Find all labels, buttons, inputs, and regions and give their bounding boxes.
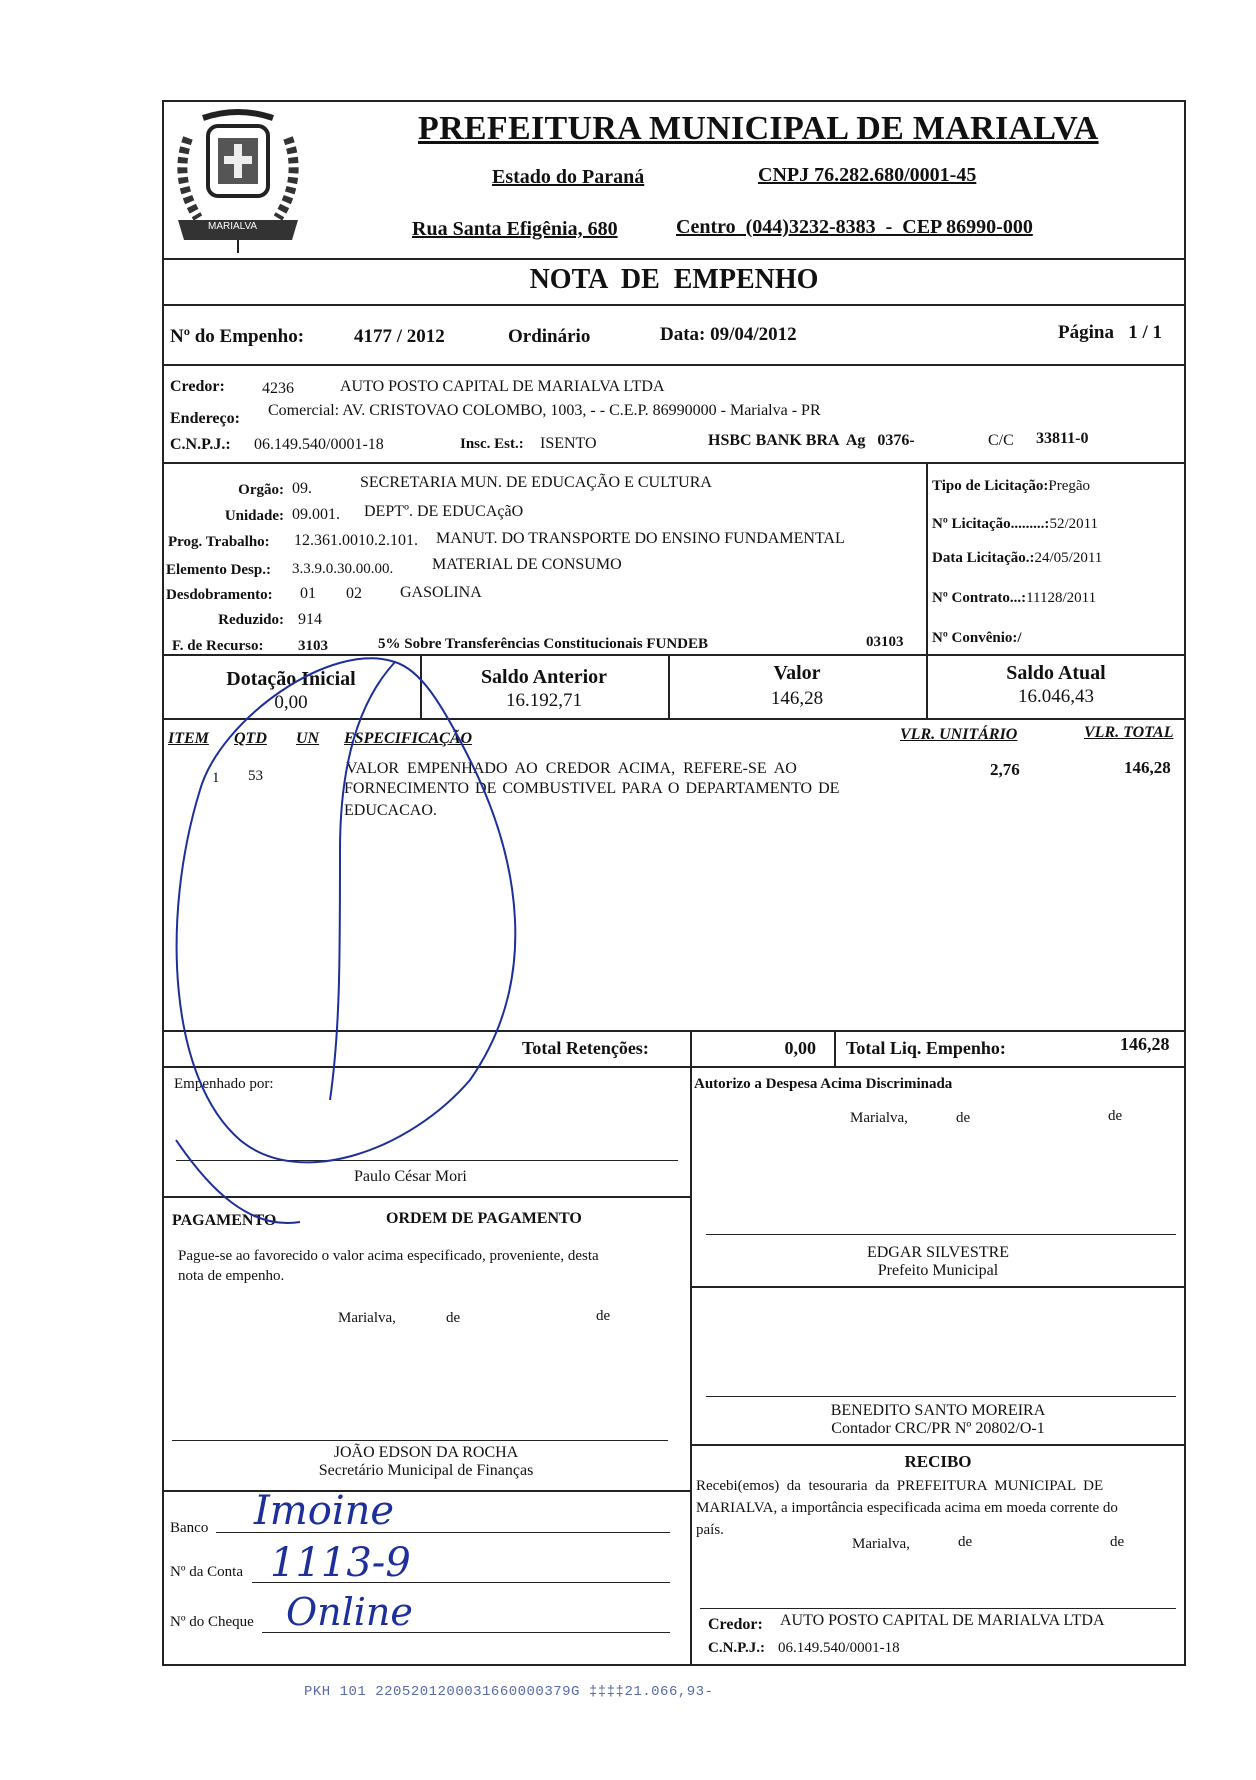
licitacao-number-value: 52/2011 — [1049, 516, 1099, 532]
conta-handwritten: 1113-9 — [270, 1540, 411, 1586]
bank-info: HSBC BANK BRA Ag 0376- — [708, 432, 915, 449]
banco-handwritten: Imoine — [254, 1488, 395, 1534]
orgao-code: 09. — [292, 480, 312, 497]
col-especificacao: ESPECIFICAÇÃO — [344, 730, 473, 747]
total-liq-value: 146,28 — [1120, 1034, 1170, 1054]
licitacao-type-value: Pregão — [1048, 478, 1091, 494]
desdobramento-value: GASOLINA — [400, 584, 482, 601]
desdobramento-code2: 02 — [346, 585, 362, 602]
recurso-code: 3103 — [298, 638, 328, 654]
item-number: 1 — [212, 770, 220, 786]
total-liq-label: Total Liq. Empenho: — [846, 1038, 1006, 1058]
saldo-atual-value: 16.046,43 — [1018, 686, 1094, 707]
empenhado-por-label: Empenhado por: — [174, 1076, 274, 1092]
desdobramento-label: Desdobramento: — [166, 587, 273, 603]
autorizo-de1: de — [956, 1110, 971, 1126]
reduzido-value: 914 — [298, 611, 322, 628]
contrato-label: Nº Contrato...: — [932, 590, 1027, 606]
autorizo-local: Marialva, — [850, 1110, 908, 1126]
page-number: Página 1 / 1 — [1058, 322, 1162, 343]
empenho-type: Ordinário — [508, 326, 591, 347]
recibo-local: Marialva, — [852, 1536, 910, 1552]
licitacao-number-label: Nº Licitação.........: — [932, 516, 1050, 532]
unidade-code: 09.001. — [292, 506, 340, 523]
recibo-de2: de — [1110, 1534, 1125, 1550]
col-item: ITEM — [168, 730, 209, 747]
credor-cnpj-label: C.N.P.J.: — [170, 436, 231, 453]
total-retencoes-label: Total Retenções: — [522, 1038, 649, 1058]
elemento-label: Elemento Desp.: — [166, 562, 271, 578]
total-retencoes-value: 0,00 — [784, 1038, 816, 1058]
recibo-line1: Recebi(emos) da tesouraria da PREFEITURA MUNICIPAL DE — [696, 1478, 1104, 1494]
prog-value: MANUT. DO TRANSPORTE DO ENSINO FUNDAMENTAL — [436, 530, 845, 547]
pagamento-de2: de — [596, 1308, 611, 1324]
col-un: UN — [296, 730, 320, 747]
recurso-number: 03103 — [866, 634, 904, 650]
item-total-value: 146,28 — [1124, 758, 1171, 777]
contador-cargo: Contador CRC/PR Nº 20802/O-1 — [831, 1420, 1045, 1437]
dotacao-inicial-label: Dotação Inicial — [226, 668, 356, 690]
cheque-label: Nº do Cheque — [170, 1614, 254, 1630]
address-label: Rua Santa Efigênia, 680 — [412, 218, 618, 240]
endereco-value: Comercial: AV. CRISTOVAO COLOMBO, 1003, - - C.E.P. 86990000 - Marialva - PR — [268, 402, 821, 419]
item-qtd: 53 — [248, 768, 263, 784]
recibo-cnpj-label: C.N.P.J.: — [708, 1640, 765, 1656]
recurso-label: F. de Recurso: — [172, 638, 264, 654]
bank-stamp: PKH 101 2205201200031660000379G ‡‡‡‡21.066,93- — [304, 1684, 714, 1700]
saldo-anterior-value: 16.192,71 — [506, 690, 582, 711]
contador-nome: BENEDITO SANTO MOREIRA — [830, 1402, 1046, 1419]
recibo-line2: MARIALVA, a importância especificada acima em moeda corrente do — [696, 1500, 1118, 1516]
licitacao-date-value: 24/05/2011 — [1034, 550, 1103, 566]
licitacao-type-label: Tipo de Licitação: — [932, 478, 1049, 494]
credor-label: Credor: — [170, 378, 225, 395]
saldo-atual-label: Saldo Atual — [1006, 662, 1106, 684]
credor-code: 4236 — [262, 380, 294, 397]
pagamento-local: Marialva, — [338, 1310, 396, 1326]
recibo-credor-label: Credor: — [708, 1616, 763, 1633]
prog-code: 12.361.0010.2.101. — [294, 532, 418, 549]
col-qtd: QTD — [234, 730, 267, 747]
cnpj-label: CNPJ 76.282.680/0001-45 — [758, 164, 977, 186]
col-vlr-total: VLR. TOTAL — [1084, 724, 1174, 741]
item-spec-line1: VALOR EMPENHADO AO CREDOR ACIMA, REFERE-SE AO — [346, 760, 797, 777]
licitacao-date-label: Data Licitação.: — [932, 550, 1035, 566]
unidade-value: DEPTº. DE EDUCAçãO — [364, 503, 524, 520]
recibo-de1: de — [958, 1534, 973, 1550]
elemento-code: 3.3.9.0.30.00.00. — [292, 561, 394, 577]
pagamento-de1: de — [446, 1310, 461, 1326]
cc-value: 33811-0 — [1036, 430, 1089, 447]
credor-cnpj: 06.149.540/0001-18 — [254, 436, 384, 453]
contrato-value: 11128/2011 — [1026, 590, 1097, 606]
pagamento-label: PAGAMENTO — [172, 1212, 277, 1229]
empenho-number-label: Nº do Empenho: — [170, 326, 305, 347]
reduzido-label: Reduzido: — [218, 612, 284, 628]
recurso-value: 5% Sobre Transferências Constitucionais FUNDEB — [378, 636, 709, 652]
seal-banner-text: MARIALVA — [208, 221, 258, 232]
secretario-cargo: Secretário Municipal de Finanças — [318, 1462, 534, 1479]
col-vlr-unitario: VLR. UNITÁRIO — [900, 726, 1018, 743]
recibo-title: RECIBO — [904, 1452, 972, 1471]
pague-line1: Pague-se ao favorecido o valor acima especificado, proveniente, desta — [178, 1248, 599, 1264]
secretario-nome: JOÃO EDSON DA ROCHA — [333, 1444, 519, 1461]
contact-label: Centro (044)3232-8383 - CEP 86990-000 — [676, 216, 1033, 238]
orgao-label: Orgão: — [238, 482, 284, 498]
recibo-cnpj: 06.149.540/0001-18 — [778, 1640, 900, 1656]
banco-label: Banco — [170, 1520, 209, 1536]
item-unit-value: 2,76 — [990, 760, 1020, 779]
empenho-number: 4177 / 2012 — [354, 326, 445, 347]
elemento-value: MATERIAL DE CONSUMO — [432, 556, 622, 573]
convenio-label: Nº Convênio:/ — [932, 630, 1022, 646]
credor-name: AUTO POSTO CAPITAL DE MARIALVA LTDA — [340, 378, 665, 395]
page-title: PREFEITURA MUNICIPAL DE MARIALVA — [418, 110, 1099, 147]
saldo-anterior-label: Saldo Anterior — [480, 666, 608, 688]
orgao-value: SECRETARIA MUN. DE EDUCAÇÃO E CULTURA — [360, 474, 712, 491]
prefeito-nome: EDGAR SILVESTRE — [866, 1244, 1010, 1261]
insc-label: Insc. Est.: — [460, 436, 524, 452]
dotacao-inicial-value: 0,00 — [274, 692, 308, 713]
recibo-credor-nome: AUTO POSTO CAPITAL DE MARIALVA LTDA — [780, 1612, 1105, 1629]
empenho-date: Data: 09/04/2012 — [660, 324, 797, 345]
autorizo-de2: de — [1108, 1108, 1123, 1124]
autorizo-label: Autorizo a Despesa Acima Discriminada — [694, 1076, 953, 1092]
state-label: Estado do Paraná — [492, 166, 645, 188]
unidade-label: Unidade: — [224, 508, 284, 524]
pague-line2: nota de empenho. — [178, 1268, 285, 1284]
insc-value: ISENTO — [540, 435, 597, 452]
empenhado-nome: Paulo César Mori — [354, 1168, 467, 1185]
cheque-handwritten: Online — [286, 1590, 413, 1634]
conta-label: Nº da Conta — [170, 1564, 243, 1580]
prefeito-cargo: Prefeito Municipal — [877, 1262, 999, 1279]
ordem-pagamento-label: ORDEM DE PAGAMENTO — [386, 1210, 582, 1227]
valor-value: 146,28 — [770, 688, 824, 709]
document-title: NOTA DE EMPENHO — [529, 264, 819, 295]
prog-label: Prog. Trabalho: — [168, 534, 270, 550]
recibo-line3: país. — [696, 1522, 724, 1538]
item-spec-line3: EDUCACAO. — [344, 802, 437, 819]
item-spec-line2: FORNECIMENTO DE COMBUSTIVEL PARA O DEPARTAMENTO DE — [344, 780, 840, 797]
valor-label: Valor — [773, 662, 821, 684]
desdobramento-code1: 01 — [300, 585, 316, 602]
endereco-label: Endereço: — [170, 410, 240, 427]
cc-label: C/C — [988, 432, 1014, 449]
